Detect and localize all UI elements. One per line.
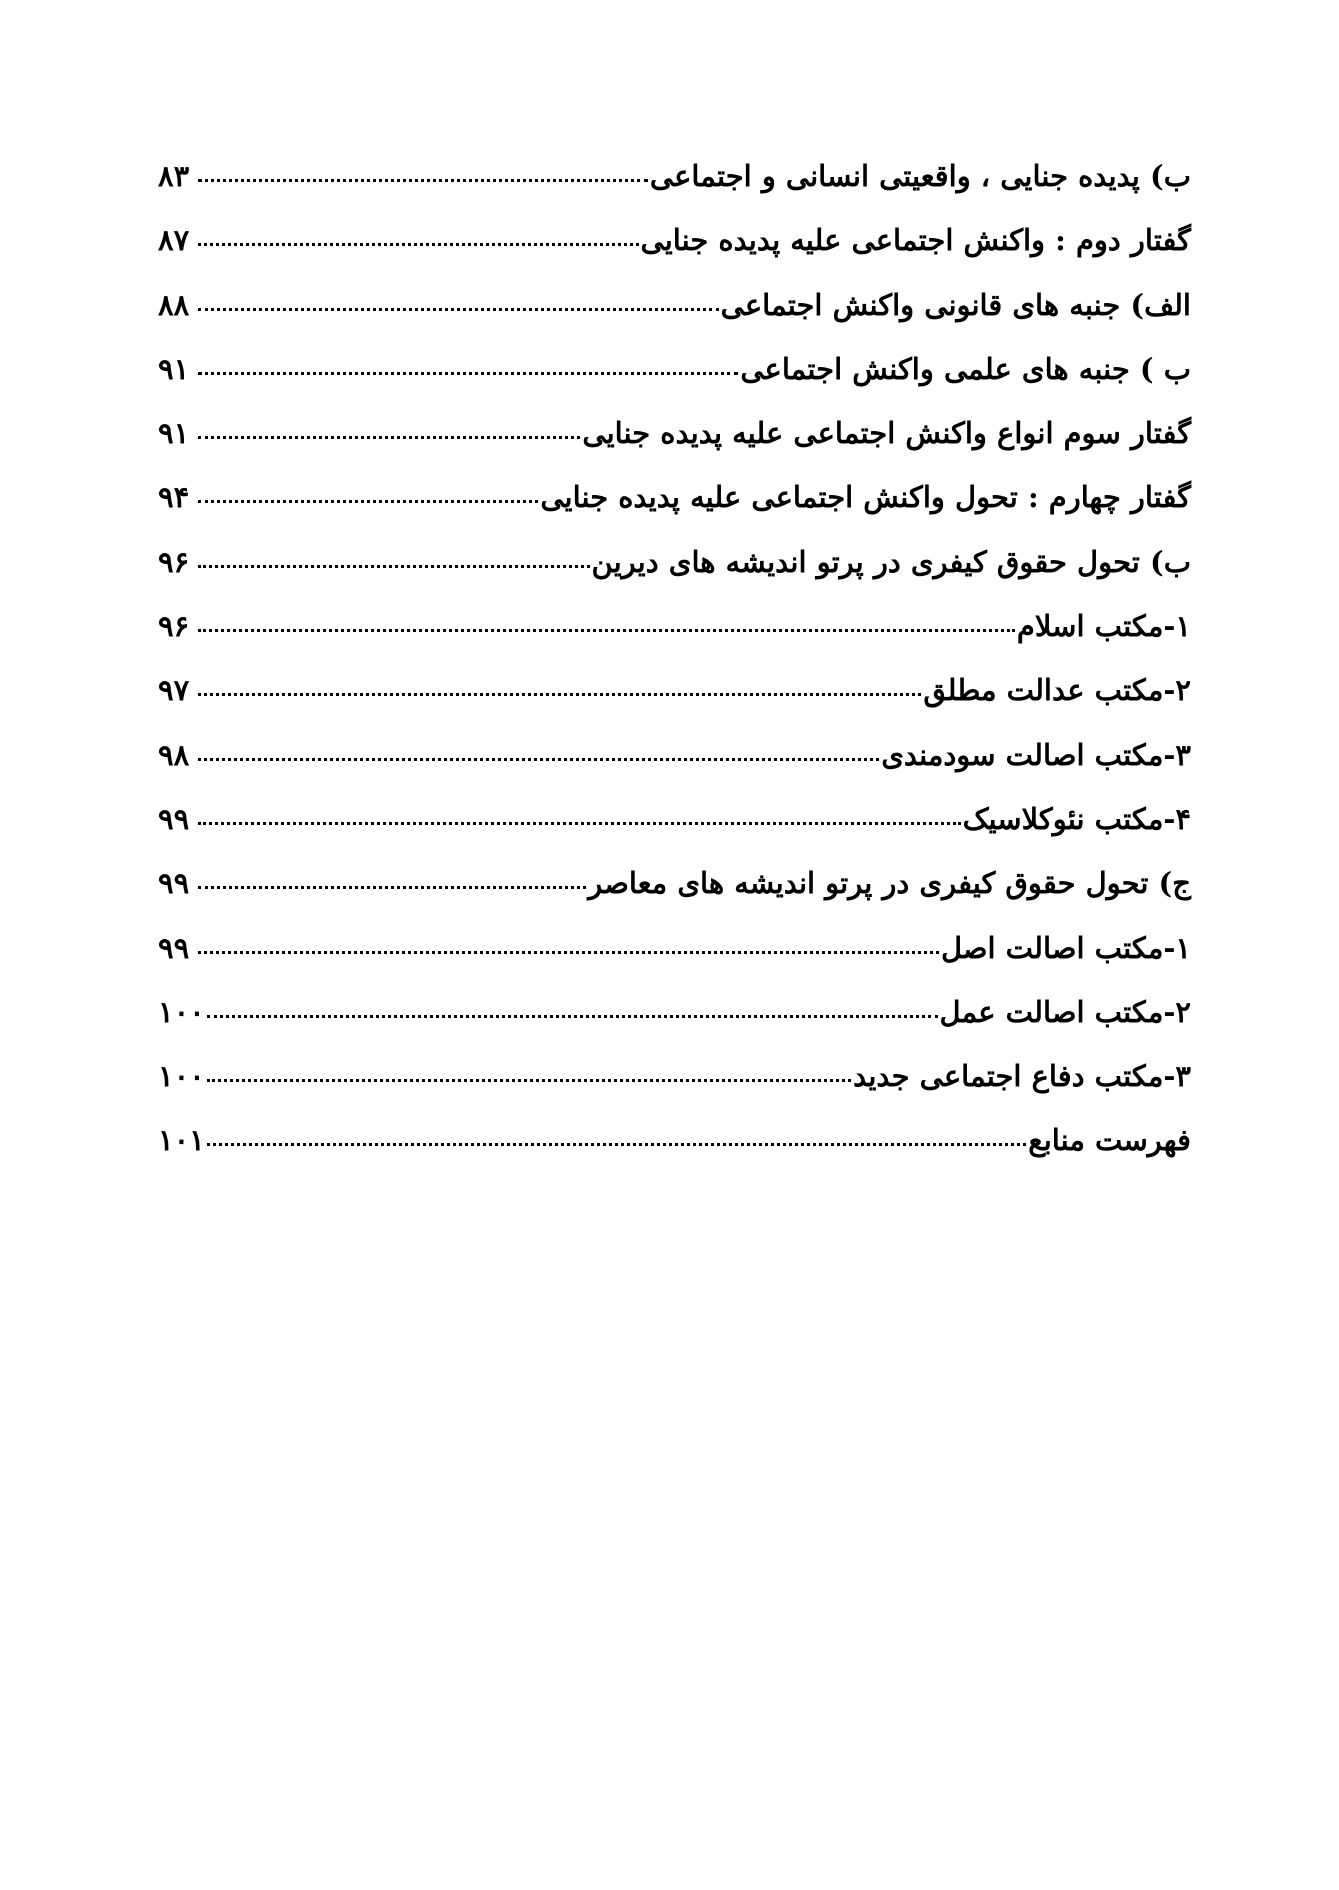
toc-page-number: ۹۹ <box>158 801 190 836</box>
dot-leader <box>207 1015 938 1018</box>
toc-entry[interactable] <box>158 411 1191 475</box>
dot-leader <box>207 1079 851 1082</box>
toc-entry[interactable] <box>158 797 1191 861</box>
toc-page-number: ۹۴ <box>158 480 190 515</box>
toc-page-number: ۹۹ <box>158 930 190 965</box>
dot-leader <box>198 179 648 182</box>
dot-leader <box>207 1143 1027 1146</box>
toc-page-number: ۹۹ <box>158 866 190 901</box>
dot-leader <box>198 565 590 568</box>
dot-leader <box>198 500 538 503</box>
dot-leader <box>198 758 879 761</box>
toc-entry[interactable] <box>158 283 1191 347</box>
toc-entry-title: ۲-مکتب اصالت عمل <box>939 994 1191 1029</box>
toc-entry-title: گفتار چهارم : تحول واکنش اجتماعی علیه پدیده جنایی <box>540 480 1191 515</box>
toc-entry[interactable] <box>158 861 1191 925</box>
toc-entry-title: ۲-مکتب عدالت مطلق <box>923 673 1191 708</box>
table-of-contents <box>158 154 1191 1183</box>
toc-entry[interactable] <box>158 1118 1191 1182</box>
toc-entry-title: ب) پدیده جنایی ، واقعیتی انسانی و اجتماعی <box>649 159 1191 193</box>
toc-entry-title: ج) تحول حقوق کیفری در پرتو اندیشه های معاصر <box>588 866 1191 901</box>
toc-entry-title: ۴-مکتب نئوکلاسیک <box>962 801 1191 836</box>
dot-leader <box>198 951 939 954</box>
dot-leader <box>198 243 639 246</box>
toc-entry[interactable] <box>158 990 1191 1054</box>
toc-entry-title: ب ) جنبه های علمی واکنش اجتماعی <box>740 351 1191 386</box>
dot-leader <box>198 629 1015 632</box>
toc-entry-title: ب) تحول حقوق کیفری در پرتو اندیشه های دیرین <box>591 544 1191 579</box>
toc-page-number: ۸۸ <box>158 287 190 322</box>
toc-entry[interactable] <box>158 540 1191 604</box>
toc-entry-title: گفتار دوم : واکنش اجتماعی علیه پدیده جنایی <box>640 223 1191 258</box>
toc-entry[interactable] <box>158 733 1191 797</box>
toc-entry-title: ۱-مکتب اسلام <box>1016 609 1191 644</box>
toc-page-number: ۹۸ <box>158 737 190 772</box>
dot-leader <box>198 693 921 696</box>
toc-entry[interactable] <box>158 218 1191 282</box>
toc-entry-title: ۱-مکتب اصالت اصل <box>940 930 1191 965</box>
dot-leader <box>198 308 719 311</box>
toc-entry[interactable] <box>158 347 1191 411</box>
dot-leader <box>198 372 738 375</box>
toc-page-number: ۱۰۰ <box>158 1059 205 1094</box>
dot-leader <box>198 886 586 889</box>
toc-entry[interactable] <box>158 926 1191 990</box>
toc-entry[interactable] <box>158 154 1191 218</box>
toc-entry[interactable] <box>158 604 1191 668</box>
dot-leader <box>198 822 961 825</box>
toc-page-number: ۸۳ <box>158 159 190 193</box>
toc-entry-title: الف) جنبه های قانونی واکنش اجتماعی <box>720 287 1191 322</box>
toc-page-number: ۹۷ <box>158 673 190 708</box>
toc-entry-title: فهرست منابع <box>1028 1123 1191 1158</box>
toc-entry-title: ۳-مکتب اصالت سودمندی <box>881 737 1191 772</box>
toc-page-number: ۹۶ <box>158 609 190 644</box>
toc-page-number: ۹۶ <box>158 544 190 579</box>
toc-entry-title: گفتار سوم انواع واکنش اجتماعی علیه پدیده جنایی <box>582 416 1191 451</box>
toc-page-number: ۹۱ <box>158 351 190 386</box>
toc-page-number: ۱۰۰ <box>158 994 205 1029</box>
toc-entry-title: ۳-مکتب دفاع اجتماعی جدید <box>853 1059 1191 1094</box>
dot-leader <box>198 436 580 439</box>
toc-entry[interactable] <box>158 668 1191 732</box>
toc-page-number: ۱۰۱ <box>158 1123 205 1158</box>
toc-entry[interactable] <box>158 475 1191 539</box>
toc-entry[interactable] <box>158 1054 1191 1118</box>
toc-page-number: ۸۷ <box>158 223 190 258</box>
toc-page-number: ۹۱ <box>158 416 190 451</box>
